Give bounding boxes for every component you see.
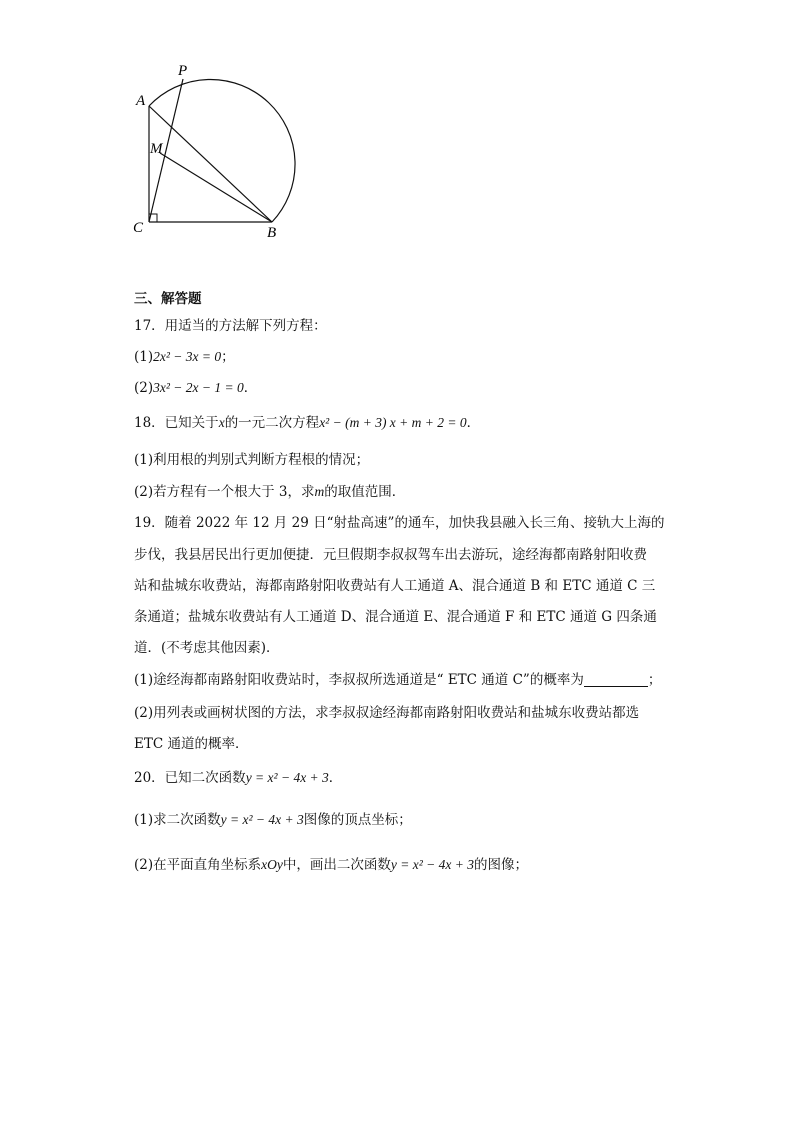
q20-part2: (2)在平面直角坐标系xOy中，画出二次函数y = x² − 4x + 3的图像； — [134, 857, 528, 873]
q17-part2: (2)3x² − 2x − 1 = 0． — [134, 380, 258, 396]
q20-part1: (1)求二次函数y = x² − 4x + 3图像的顶点坐标； — [134, 812, 412, 828]
label-B: B — [267, 225, 277, 241]
q18-part2: (2)若方程有一个根大于 3，求m的取值范围． — [134, 484, 406, 500]
label-A: A — [136, 93, 146, 109]
q19-line5: 道．(不考虑其他因素)． — [134, 640, 280, 656]
q18-part1: (1)利用根的判别式判断方程根的情况； — [134, 452, 370, 468]
q20-stem: 20．已知二次函数y = x² − 4x + 3． — [134, 770, 343, 786]
q19-line2: 步伐，我县居民出行更加便捷．元旦假期李叔叔驾车出去游玩，途经海都南路射阳收费 — [134, 547, 647, 563]
circle-arc — [149, 79, 295, 222]
label-C: C — [133, 220, 144, 236]
q17-stem: 17．用适当的方法解下列方程： — [134, 318, 327, 334]
q18-stem: 18．已知关于x的一元二次方程x² − (m + 3) x + m + 2 = 0． — [134, 415, 481, 431]
q19-line4: 条通道；盐城东收费站有人工通道 D、混合通道 E、混合通道 F 和 ETC 通道 G 四条通 — [134, 609, 657, 625]
q19-line3: 站和盐城东收费站，海都南路射阳收费站有人工通道 A、混合通道 B 和 ETC 通道 C 三 — [134, 578, 656, 594]
label-P: P — [178, 63, 188, 79]
segment-MB — [160, 153, 272, 222]
q19-line1: 19．随着 2022 年 12 月 29 日“射盐高速”的通车，加快我县融入长三角、接轨大上海的 — [134, 515, 665, 531]
label-M: M — [150, 141, 163, 157]
section-title: 三、解答题 — [134, 291, 202, 307]
q17-part1: (1)2x² − 3x = 0； — [134, 349, 235, 365]
geometry-figure — [125, 60, 315, 250]
segment-AB — [149, 106, 272, 222]
q19-part2-line2: ETC 通道的概率． — [134, 736, 249, 752]
q19-part1: (1)途经海都南路射阳收费站时，李叔叔所选通道是“ ETC 通道 C”的概率为 ； — [134, 672, 662, 688]
answer-blank[interactable] — [584, 672, 648, 687]
q19-part2-line1: (2)用列表或画树状图的方法，求李叔叔途经海都南路射阳收费站和盐城东收费站都选 — [134, 705, 640, 721]
